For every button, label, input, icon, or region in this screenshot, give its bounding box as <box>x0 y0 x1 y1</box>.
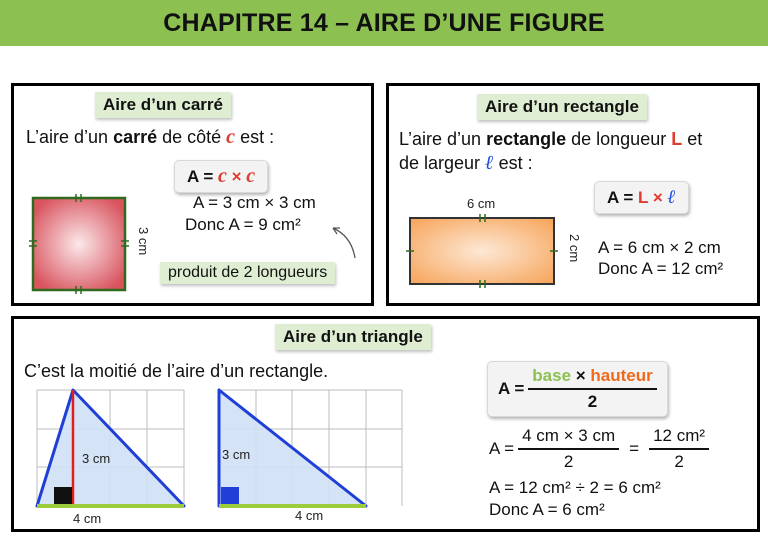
square-formula: A = c × c <box>174 160 268 193</box>
rectangle-intro-line2: de largeur ℓ est : <box>399 150 533 174</box>
triangle-calc-line1: A = $\frac{4 cm \times 3 cm}{2}$ = $\frac{\text{12 cm²}}{2}$ <box>489 426 709 472</box>
triangle-formula: A = $\frac{\text{base × hauteur}}{2}$ <box>487 361 668 417</box>
triangle-intro: C’est la moitié de l’aire d’un rectangle. <box>24 361 329 381</box>
triangle-heading: Aire d’un triangle <box>275 324 431 350</box>
rectangle-calc-line1: A = 6 cm × 2 cm <box>598 238 721 257</box>
rectangle-calc-line2: Donc A = 12 cm² <box>598 259 724 278</box>
square-calc-line2: Donc A = 9 cm² <box>185 215 301 234</box>
triangle-calc-line3: Donc A = 6 cm² <box>489 500 605 519</box>
triangle-calc-line2: A = 12 cm² ÷ 2 = 6 cm² <box>489 478 661 497</box>
square-heading: Aire d’un carré <box>95 92 231 118</box>
rectangle-width-label: 2 cm <box>567 234 582 263</box>
square-calc-line1: A = 3 cm × 3 cm <box>193 193 316 212</box>
rectangle-length-label: 6 cm <box>467 196 496 211</box>
triangle1-height-label: 3 cm <box>82 451 111 466</box>
triangle2-height-label: 3 cm <box>222 447 251 462</box>
triangle2-base-label: 4 cm <box>295 508 324 523</box>
triangle1-base-label: 4 cm <box>73 511 102 526</box>
page-title: CHAPITRE 14 – AIRE D’UNE FIGURE <box>163 8 605 37</box>
rectangle-heading: Aire d’un rectangle <box>477 94 647 120</box>
square-note: produit de 2 longueurs <box>160 262 335 284</box>
square-intro: L’aire d’un carré de côté c est : <box>26 126 275 148</box>
right-angle-marker <box>221 487 239 504</box>
square-side-label: 3 cm <box>136 227 151 256</box>
rectangle-formula: A = L × ℓ <box>594 181 689 214</box>
rectangle-intro-line1: L’aire d’un rectangle de longueur L et <box>399 129 703 149</box>
right-angle-marker <box>54 487 72 505</box>
